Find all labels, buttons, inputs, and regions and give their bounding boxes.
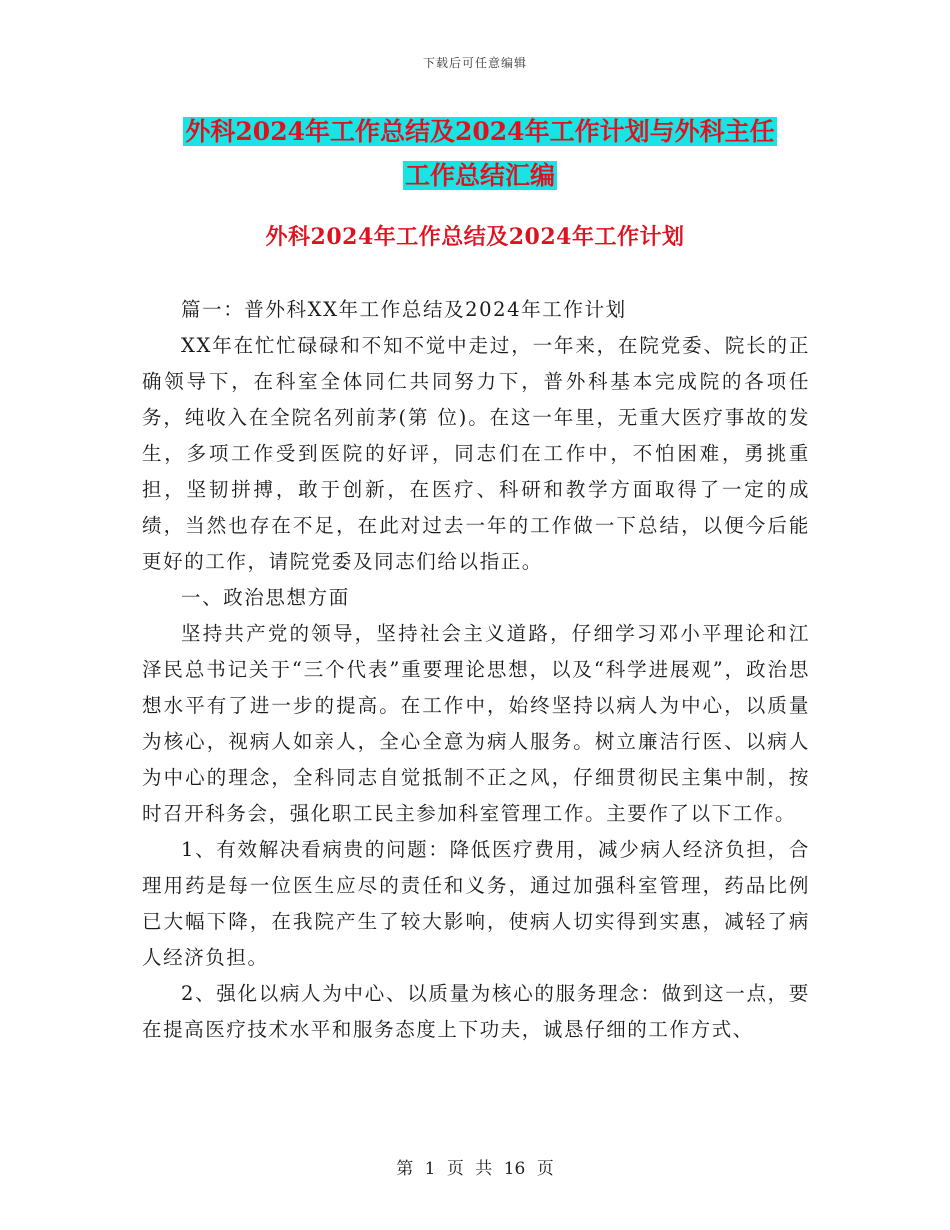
paragraph-intro: XX年在忙忙碌碌和不知不觉中走过，一年来，在院党委、院长的正确领导下，在科室全体同仁共同努力下，普外科基本完成院的各项任务，纯收入在全院名列前茅(第 位)。在这一年里，无重大医疗事故的发生，多项工作受到医院的好评，同志们在工作中，不怕困难，勇挑重担，坚韧拼搏，敢于创新，在医疗、科研和教学方面取得了一定的成绩，当然也存在不足，在此对过去一年的工作做一下总结，以便今后能更好的工作，请院党委及同志们给以指正。 (142, 334, 810, 573)
paragraph-heading-politics: 一、政治思想方面 (181, 586, 350, 609)
header-note: 下载后可任意编辑 (422, 56, 527, 70)
paragraph-item-1: 1、有效解决看病贵的问题：降低医疗费用，减少病人经济负担，合理用药是每一位医生应尽的责任和义务，通过加强科室管理，药品比例已大幅下降，在我院产生了较大影响，使病人切实得到实惠，减轻了病人经济负担。 (142, 838, 810, 969)
paragraph-politics: 坚持共产党的领导，坚持社会主义道路，仔细学习邓小平理论和江泽民总书记关于“三个代表”重要理论思想，以及“科学进展观”，政治思想水平有了进一步的提高。在工作中，始终坚持以病人为中心，以质量为核心，视病人如亲人，全心全意为病人服务。树立廉洁行医、以病人为中心的理念，全科同志自觉抵制不正之风，仔细贯彻民主集中制，按时召开科务会，强化职工民主参加科室管理工作。主要作了以下工作。 (142, 622, 810, 825)
title-line-1: 外科2024年工作总结及2024年工作计划与外科主任 (185, 117, 775, 146)
page-footer: 第 1 页 共 16 页 (396, 1159, 554, 1179)
paragraph-item-2: 2、强化以病人为中心、以质量为核心的服务理念：做到这一点，要在提高医疗技术水平和服务态度上下功夫，诚恳仔细的工作方式、 (142, 982, 810, 1041)
body-text (142, 292, 810, 1048)
section-title: 外科2024年工作总结及2024年工作计划 (265, 224, 685, 250)
title-line-2: 工作总结汇编 (404, 161, 555, 190)
paragraph-chapter-heading: 篇一：普外科XX年工作总结及2024年工作计划 (181, 298, 627, 321)
document-title (140, 110, 820, 198)
